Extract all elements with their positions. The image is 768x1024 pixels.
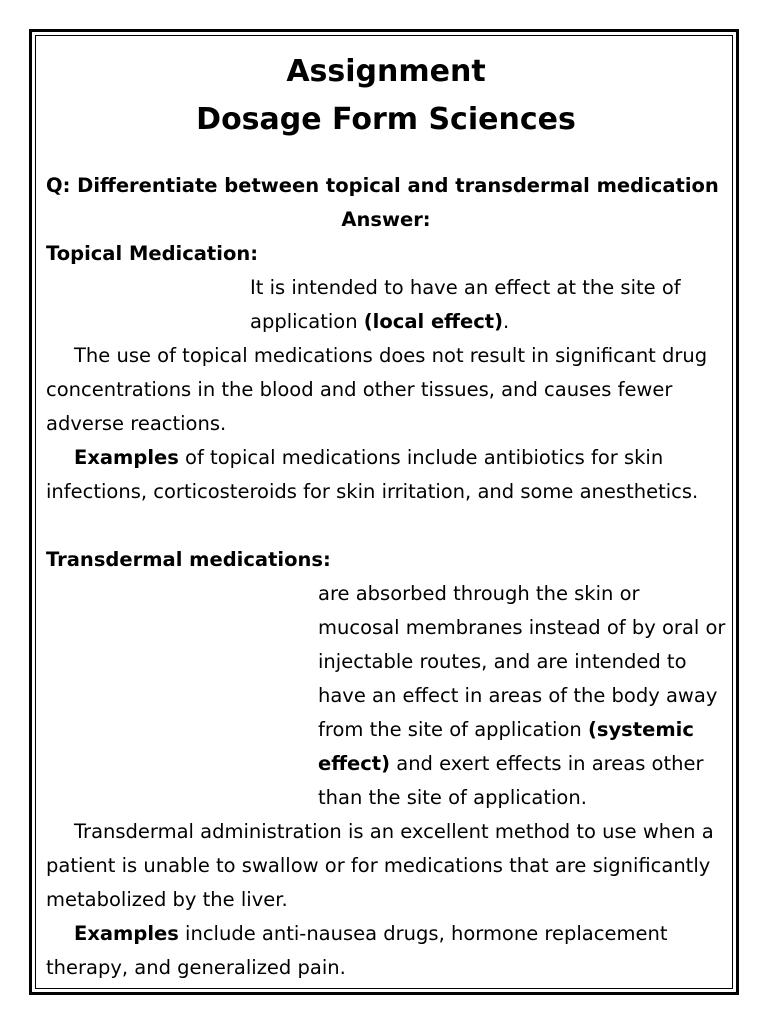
title-block: [46, 48, 726, 144]
topical-paragraph-3: [46, 441, 726, 509]
topical-paragraph-1: [46, 271, 726, 339]
transdermal-examples-text: include anti-nausea drugs, hormone replacement therapy, and generalized pain.: [46, 922, 668, 979]
topical-examples-text: of topical medications include antibiotics for skin infections, corticosteroids for skin irritation, and some anesthetics.: [46, 446, 699, 503]
transdermal-p1-end: and exert effects in areas other than the site of application.: [318, 752, 704, 809]
topical-examples-bold: Examples: [74, 446, 179, 469]
answer-label: Answer:: [341, 208, 431, 231]
topical-p1-text: It is intended to have an effect at the site of application: [250, 276, 681, 333]
transdermal-paragraph-1: [46, 577, 726, 815]
transdermal-heading: Transdermal medications:: [46, 548, 331, 571]
topical-p1-end: .: [503, 310, 510, 333]
section-gap: [46, 509, 726, 543]
transdermal-examples-bold: Examples: [74, 922, 179, 945]
document-body: [46, 48, 726, 985]
transdermal-p1-text: are absorbed through the skin or mucosal membranes instead of by oral or injectable routes, and are intended to have an effect in areas of the body away from the site of application: [318, 582, 726, 741]
transdermal-paragraph-2: Transdermal administration is an excellent method to use when a patient is unable to swallow or for medications that are significantly metabolized by the liver.: [46, 820, 714, 911]
transdermal-paragraph-3: [46, 917, 726, 985]
transdermal-p1-bold: (systemic effect): [318, 718, 694, 775]
question: Q: Differentiate between topical and transdermal medication: [46, 174, 719, 197]
title-subject: Dosage Form Sciences: [196, 102, 576, 137]
title-assignment: Assignment: [286, 54, 486, 89]
topical-heading: Topical Medication:: [46, 242, 259, 265]
topical-paragraph-2: The use of topical medications does not result in significant drug concentrations in the blood and other tissues, and causes fewer adverse reactions.: [46, 344, 708, 435]
topical-p1-bold: (local effect): [363, 310, 503, 333]
